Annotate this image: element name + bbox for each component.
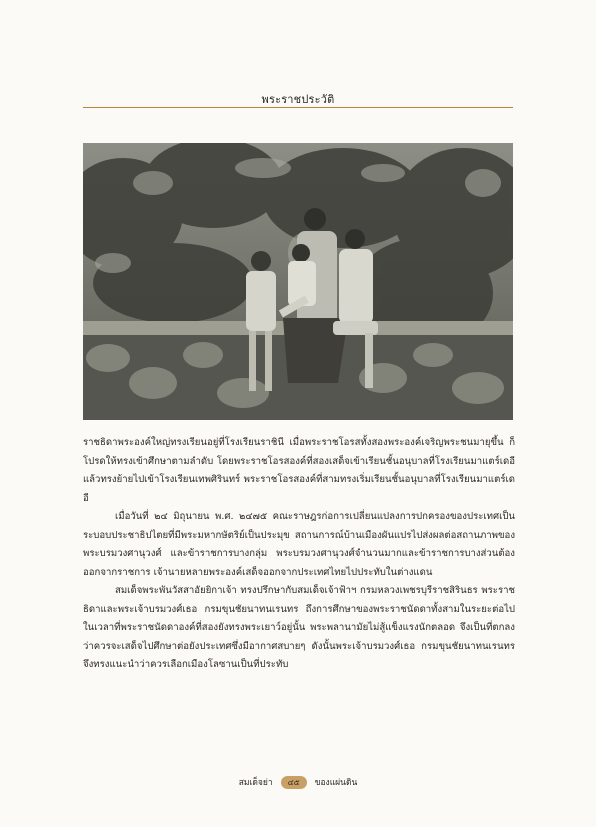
running-header: พระราชประวัติ — [261, 93, 335, 106]
page-footer — [0, 775, 596, 789]
photo-illustration — [83, 143, 513, 420]
footer-right-text: ของแผ่นดิน — [314, 778, 358, 788]
paragraph-1: ราชธิดาพระองค์ใหญ่ทรงเรียนอยู่ที่โรงเรียนราชินี เมื่อพระราชโอรสทั้งสองพระองค์เจริญพระชนมายุขึ้น ก็โปรดให้ทรงเข้าศึกษาตามลำดับ โดยพระราชโอรสองค์ที่สองเสด็จเข้าเรียนชั้นอนุบาลที่โรงเรียนมาแตร์เดอี แล้วทรงย้ายไปเข้าโรงเรียนเทพศิรินทร์ พระราชโอรสองค์ที่สามทรงเริ่มเรียนชั้นอนุบาลที่โรงเรียนมาแตร์เดอี — [83, 437, 515, 504]
page-number: ๔๕ — [281, 776, 307, 789]
paragraph-2 — [83, 508, 515, 582]
paragraph-3 — [83, 582, 515, 675]
paragraph-2-text: เมื่อวันที่ ๒๔ มิถุนายน พ.ศ. ๒๔๗๕ คณะราษฎรก่อการเปลี่ยนแปลงการปกครองของประเทศเป็นระบอบประชาธิปไตยที่มีพระมหากษัตริย์เป็นประมุข สถานการณ์บ้านเมืองผันแปรไปส่งผลต่อสถานภาพของพระบรมวงศานุวงศ์ และข้าราชการบางกลุ่ม พระบรมวงศานุวงศ์จำนวนมากและข้าราชการบางส่วนต้องออกจากราชการ เจ้านายหลายพระองค์เสด็จออกจากประเทศไทยไปประทับในต่างแดน — [83, 511, 515, 578]
footer-left-text: สมเด็จย่า — [238, 778, 273, 788]
header-rule — [83, 107, 513, 108]
historical-photo — [83, 143, 513, 420]
body-text — [83, 434, 515, 675]
paragraph-3-text: สมเด็จพระพันวัสสาอัยยิกาเจ้า ทรงปรึกษากับสมเด็จเจ้าฟ้าฯ กรมหลวงเพชรบุรีราชสิรินธร พระราชธิดาและพระเจ้าบรมวงศ์เธอ กรมขุนชัยนาทนเรนทร ถึงการศึกษาของพระราชนัดดาทั้งสามในระยะต่อไป ในเวลาที่พระราชนัดดาองค์ที่สองยังทรงพระเยาว์อยู่นั้น พระพลานามัยไม่สู้แข็งแรงนักตลอด จึงเป็นที่ตกลงว่าควรจะเสด็จไปศึกษาต่อยังประเทศซึ่งมีอากาศสบายๆ ดังนั้นพระเจ้าบรมวงศ์เธอ กรมขุนชัยนาทนเรนทร จึงทรงแนะนำว่าควรเลือกเมืองโลซานเป็นที่ประทับ — [83, 585, 515, 670]
